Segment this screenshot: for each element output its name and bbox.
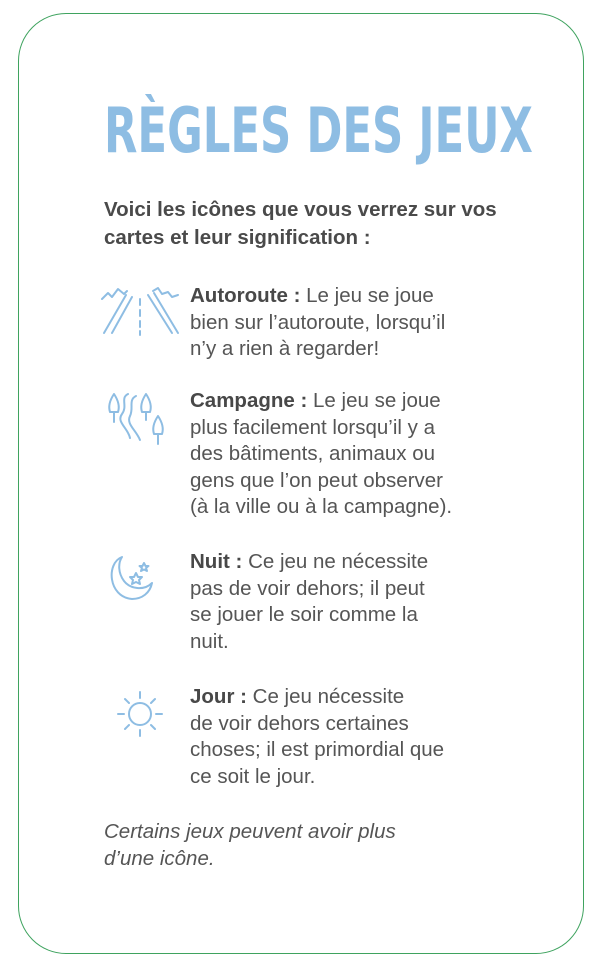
item-label: Nuit :	[190, 550, 243, 573]
item-label: Jour :	[190, 685, 247, 708]
moon-stars-icon	[100, 553, 182, 623]
highway-icon	[100, 285, 182, 355]
item-nuit-text: Nuit : Ce jeu ne nécessite pas de voir dehors; il peut se jouer le soir comme la nuit.	[190, 550, 429, 653]
page-title: RÈGLES DES JEUX	[104, 94, 533, 167]
item-label: Autoroute :	[190, 284, 301, 307]
item-campagne-text: Campagne : Le jeu se joue plus facilement lorsqu’il y a des bâtiments, animaux ou gens que l’on peut observer (à la ville ou à la campagne).	[190, 389, 453, 518]
footnote: Certains jeux peuvent avoir plus d’une icône.	[104, 820, 396, 870]
item-label: Campagne :	[190, 389, 308, 412]
intro-text: Voici les icônes que vous verrez sur vos cartes et leur signification :	[104, 198, 497, 249]
sun-icon	[100, 688, 182, 758]
item-autoroute-text: Autoroute : Le jeu se joue bien sur l’autoroute, lorsqu’il n’y a rien à regarder!	[190, 284, 446, 360]
item-jour-text: Jour : Ce jeu nécessite de voir dehors certaines choses; il est primordial que ce soit le jour.	[190, 685, 445, 788]
countryside-icon	[100, 390, 182, 460]
